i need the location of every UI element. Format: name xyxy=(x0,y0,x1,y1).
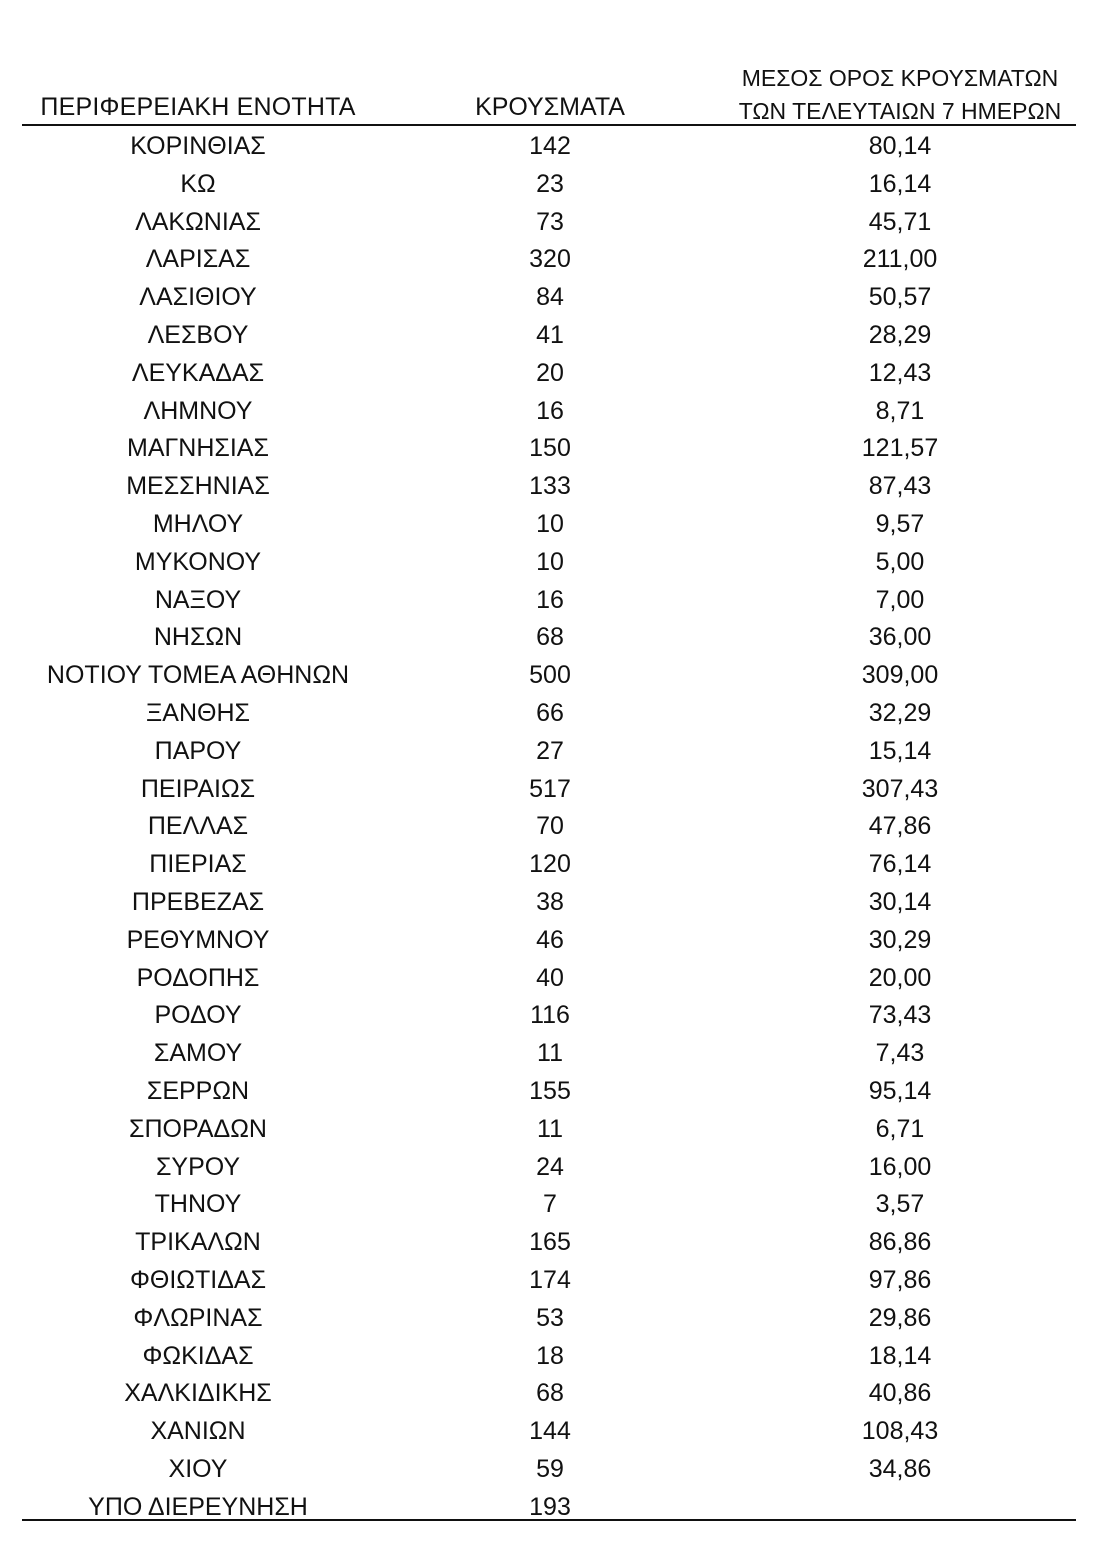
cases-cell: 517 xyxy=(529,774,571,803)
region-cell: ΡΟΔΟΠΗΣ xyxy=(136,963,260,992)
average-cell: 32,29 xyxy=(868,698,932,727)
table-row xyxy=(0,1073,1099,1111)
region-cell: ΤΡΙΚΑΛΩΝ xyxy=(135,1228,261,1257)
table-body xyxy=(0,128,1099,1526)
cases-cell: 11 xyxy=(537,1039,563,1068)
table-row xyxy=(0,1111,1099,1149)
cases-cell: 7 xyxy=(543,1190,557,1219)
region-cell: ΜΗΛΟΥ xyxy=(152,509,244,538)
cases-cell: 10 xyxy=(536,509,564,538)
cases-cell: 133 xyxy=(529,472,571,501)
region-cell: ΧΙΟΥ xyxy=(168,1454,228,1483)
cases-cell: 53 xyxy=(536,1303,564,1332)
table-row xyxy=(0,128,1099,166)
table-row xyxy=(0,1451,1099,1489)
region-cell: ΝΑΞΟΥ xyxy=(154,585,242,614)
average-cell: 5,00 xyxy=(875,547,925,576)
average-cell: 211,00 xyxy=(862,245,938,274)
region-cell: ΦΛΩΡΙΝΑΣ xyxy=(133,1303,263,1332)
table-row xyxy=(0,695,1099,733)
cases-cell: 150 xyxy=(529,434,571,463)
region-cell: ΦΘΙΩΤΙΔΑΣ xyxy=(129,1265,267,1294)
average-cell: 45,71 xyxy=(868,207,932,236)
cases-cell: 84 xyxy=(536,283,564,312)
table-row xyxy=(0,922,1099,960)
average-cell: 50,57 xyxy=(868,283,932,312)
table-header xyxy=(0,0,1099,128)
header-seven-day-average xyxy=(720,62,1080,128)
region-cell: ΛΕΣΒΟΥ xyxy=(147,320,249,349)
average-cell: 7,00 xyxy=(875,585,925,614)
table-row xyxy=(0,808,1099,846)
region-cell: ΠΕΙΡΑΙΩΣ xyxy=(140,774,256,803)
average-cell: 47,86 xyxy=(868,812,932,841)
header-rule xyxy=(22,124,1076,126)
cases-cell: 46 xyxy=(536,925,564,954)
average-cell: 121,57 xyxy=(861,434,939,463)
average-cell: 16,14 xyxy=(868,169,932,198)
region-cell: ΣΥΡΟΥ xyxy=(155,1152,241,1181)
average-cell: 28,29 xyxy=(868,320,932,349)
table-row xyxy=(0,1300,1099,1338)
header-avg-line-2: ΤΩΝ ΤΕΛΕΥΤΑΙΩΝ 7 ΗΜΕΡΩΝ xyxy=(738,98,1062,124)
table-row xyxy=(0,771,1099,809)
average-cell: 12,43 xyxy=(868,358,932,387)
cases-cell: 144 xyxy=(529,1417,571,1446)
cases-cell: 68 xyxy=(536,1379,564,1408)
region-cell: ΝΗΣΩΝ xyxy=(153,623,243,652)
table-row xyxy=(0,166,1099,204)
region-cell: ΜΑΓΝΗΣΙΑΣ xyxy=(127,434,269,463)
table-row xyxy=(0,468,1099,506)
table-row xyxy=(0,997,1099,1035)
table-row xyxy=(0,657,1099,695)
cases-cell: 73 xyxy=(536,207,564,236)
average-cell: 30,14 xyxy=(868,887,932,916)
average-cell: 7,43 xyxy=(875,1039,925,1068)
region-cell: ΤΗΝΟΥ xyxy=(154,1190,242,1219)
region-cell: ΡΕΘΥΜΝΟΥ xyxy=(126,925,270,954)
table-row xyxy=(0,619,1099,657)
table-row xyxy=(0,1035,1099,1073)
table-row xyxy=(0,241,1099,279)
average-cell: 76,14 xyxy=(868,850,932,879)
cases-cell: 116 xyxy=(530,1001,570,1030)
region-cell: ΣΠΟΡΑΔΩΝ xyxy=(129,1114,267,1143)
region-cell: ΛΑΣΙΘΙΟΥ xyxy=(139,283,257,312)
region-cell: ΠΙΕΡΙΑΣ xyxy=(149,850,247,879)
region-cell: ΠΕΛΛΑΣ xyxy=(147,812,249,841)
region-cell: ΚΩ xyxy=(180,169,216,198)
average-cell: 3,57 xyxy=(875,1190,925,1219)
header-cases: ΚΡΟΥΣΜΑΤΑ xyxy=(475,93,625,121)
region-cell: ΛΕΥΚΑΔΑΣ xyxy=(131,358,265,387)
table-row xyxy=(0,733,1099,771)
average-cell: 29,86 xyxy=(868,1303,932,1332)
cases-cell: 68 xyxy=(536,623,564,652)
average-cell: 18,14 xyxy=(868,1341,932,1370)
table-row xyxy=(0,204,1099,242)
cases-cell: 500 xyxy=(529,661,571,690)
average-cell: 16,00 xyxy=(868,1152,932,1181)
cases-cell: 174 xyxy=(529,1265,571,1294)
average-cell: 80,14 xyxy=(868,132,932,160)
average-cell: 6,71 xyxy=(875,1114,925,1143)
cases-cell: 193 xyxy=(529,1492,571,1521)
average-cell: 86,86 xyxy=(868,1228,932,1257)
region-cell: ΦΩΚΙΔΑΣ xyxy=(142,1341,254,1370)
table-row xyxy=(0,430,1099,468)
region-cell: ΧΑΝΙΩΝ xyxy=(150,1417,246,1446)
cases-cell: 23 xyxy=(536,169,564,198)
table-row xyxy=(0,317,1099,355)
region-cell: ΛΑΡΙΣΑΣ xyxy=(145,245,251,274)
table-row xyxy=(0,884,1099,922)
table-row xyxy=(0,582,1099,620)
table-row xyxy=(0,846,1099,884)
cases-cell: 66 xyxy=(536,698,564,727)
average-cell: 73,43 xyxy=(868,1001,932,1030)
region-cell: ΞΑΝΘΗΣ xyxy=(146,698,250,727)
region-cell: ΛΑΚΩΝΙΑΣ xyxy=(135,207,261,236)
region-cell: ΥΠΟ ΔΙΕΡΕΥΝΗΣΗ xyxy=(88,1492,308,1521)
cases-cell: 16 xyxy=(536,396,564,425)
table-row xyxy=(0,1413,1099,1451)
average-cell: 20,00 xyxy=(868,963,932,992)
table-row xyxy=(0,1262,1099,1300)
average-cell: 97,86 xyxy=(868,1265,932,1294)
cases-cell: 120 xyxy=(529,850,571,879)
header-avg-line-1: ΜΕΣΟΣ ΟΡΟΣ ΚΡΟΥΣΜΑΤΩΝ xyxy=(741,65,1059,91)
cases-cell: 165 xyxy=(529,1228,571,1257)
table-row xyxy=(0,1338,1099,1376)
table-row xyxy=(0,544,1099,582)
table-row xyxy=(0,1375,1099,1413)
average-cell: 15,14 xyxy=(868,736,932,765)
table-row xyxy=(0,506,1099,544)
cases-cell: 11 xyxy=(537,1114,563,1143)
cases-cell: 10 xyxy=(536,547,564,576)
region-cell: ΜΥΚΟΝΟΥ xyxy=(134,547,262,576)
table-row xyxy=(0,1149,1099,1187)
table-row xyxy=(0,393,1099,431)
cases-cell: 320 xyxy=(529,245,571,274)
region-cell: ΣΑΜΟΥ xyxy=(153,1039,243,1068)
header-region: ΠΕΡΙΦΕΡΕΙΑΚΗ ΕΝΟΤΗΤΑ xyxy=(40,93,356,121)
average-cell: 87,43 xyxy=(868,472,932,501)
average-cell: 9,57 xyxy=(875,509,925,538)
region-cell: ΚΟΡΙΝΘΙΑΣ xyxy=(130,132,266,160)
region-cell: ΜΕΣΣΗΝΙΑΣ xyxy=(126,472,270,501)
table-row xyxy=(0,1186,1099,1224)
average-cell: 309,00 xyxy=(861,661,939,690)
table-row xyxy=(0,355,1099,393)
region-cell: ΡΟΔΟΥ xyxy=(154,1001,242,1030)
cases-cell: 59 xyxy=(536,1454,564,1483)
cases-cell: 142 xyxy=(529,132,571,160)
table-row xyxy=(0,279,1099,317)
region-cell: ΧΑΛΚΙΔΙΚΗΣ xyxy=(124,1379,272,1408)
average-cell: 108,43 xyxy=(861,1417,939,1446)
region-cell: ΠΡΕΒΕΖΑΣ xyxy=(131,887,265,916)
cases-cell: 41 xyxy=(536,320,564,349)
cases-cell: 24 xyxy=(536,1152,564,1181)
table-row xyxy=(0,1224,1099,1262)
cases-cell: 38 xyxy=(536,887,564,916)
table-row xyxy=(0,960,1099,998)
cases-cell: 70 xyxy=(536,812,564,841)
average-cell: 36,00 xyxy=(868,623,932,652)
cases-cell: 155 xyxy=(529,1076,571,1105)
region-cell: ΠΑΡΟΥ xyxy=(154,736,242,765)
average-cell: 307,43 xyxy=(861,774,939,803)
region-cell: ΛΗΜΝΟΥ xyxy=(143,396,253,425)
cases-cell: 40 xyxy=(536,963,564,992)
bottom-rule xyxy=(22,1519,1076,1521)
cases-cell: 27 xyxy=(536,736,564,765)
cases-cell: 18 xyxy=(536,1341,564,1370)
average-cell: 34,86 xyxy=(868,1454,932,1483)
cases-cell: 20 xyxy=(536,358,564,387)
region-cell: ΣΕΡΡΩΝ xyxy=(146,1076,250,1105)
average-cell: 40,86 xyxy=(868,1379,932,1408)
region-cell: ΝΟΤΙΟΥ ΤΟΜΕΑ ΑΘΗΝΩΝ xyxy=(46,661,350,690)
cases-cell: 16 xyxy=(536,585,564,614)
average-cell: 30,29 xyxy=(868,925,932,954)
average-cell: 95,14 xyxy=(868,1076,932,1105)
average-cell: 8,71 xyxy=(875,396,925,425)
